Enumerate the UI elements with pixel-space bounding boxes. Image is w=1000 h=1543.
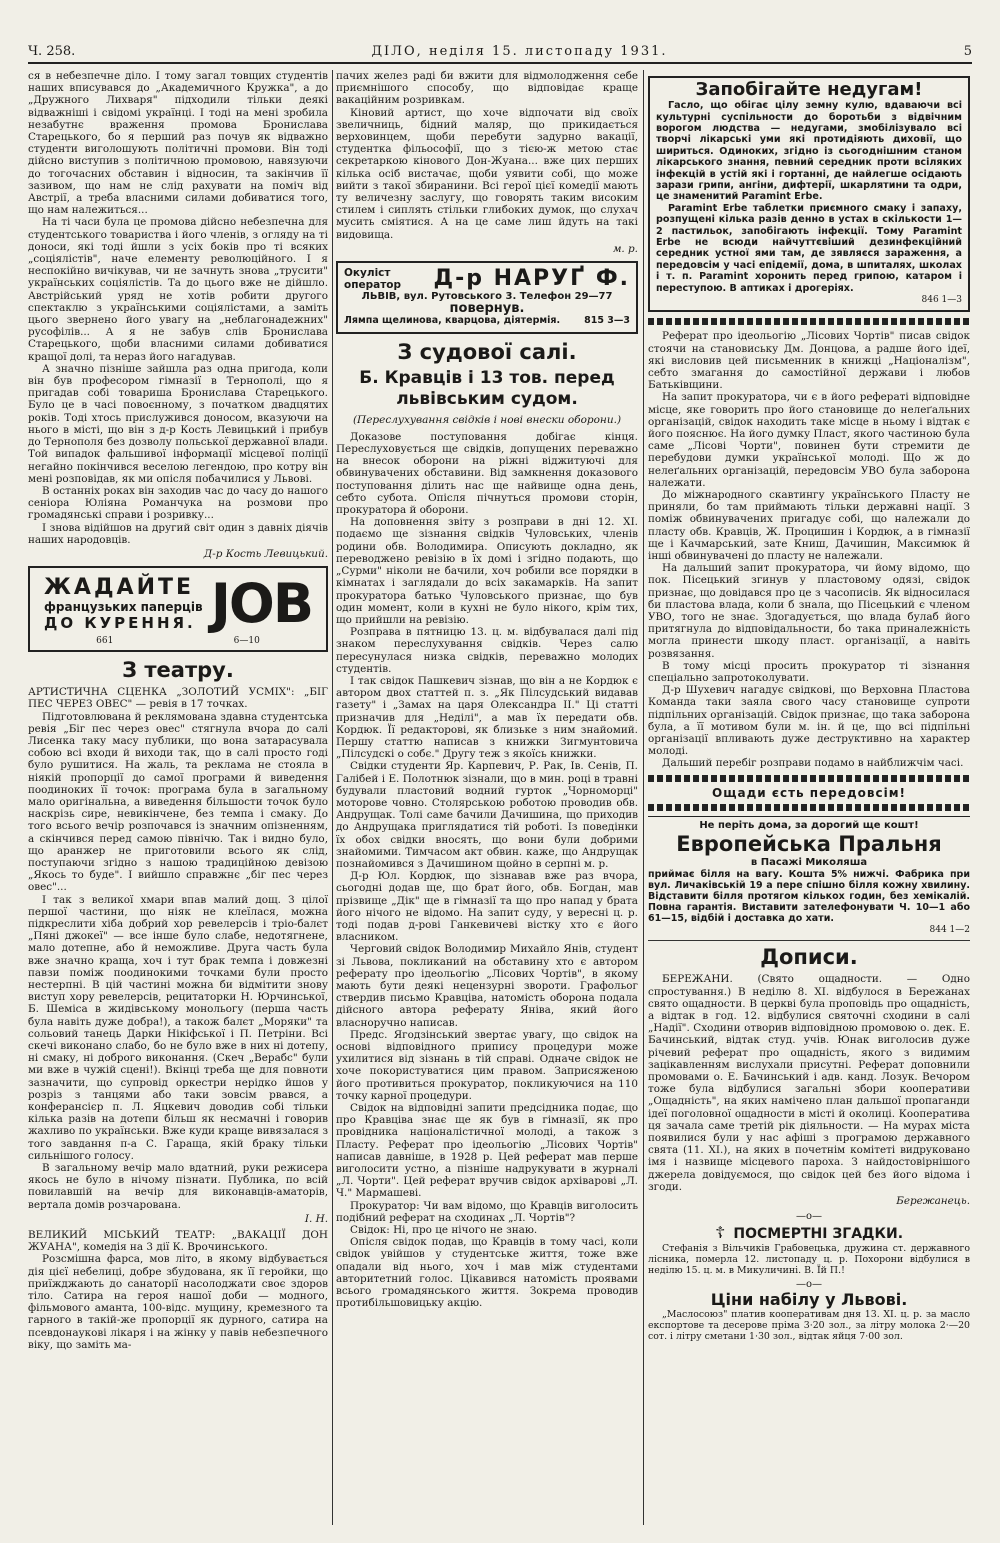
article-paragraph: І знова відійшов на другий світ один з давніх діячів наших народовців. [28, 521, 328, 546]
article-signature: І. Н. [304, 1212, 328, 1225]
job-ad-line2: французьких паперців [44, 600, 203, 615]
article-paragraph: На ті часи була це промова дійсно небезпечна для студентського товариства і його членів, з огляду на ті доноси, які тоді йшли з усіх боків про ті всяких „соціялістів", наче елементу революційного. І я неспокійно вичікував, чи не зачнуть знова „трусити" українських соціялістів. Та до цього вже не дійшло. Австрійський уряд не хотів робити другого спектаклю з українськими соціялістами, а заміть цього звернено його увагу на „неблагонадежних" русофілів... А я не забув слів Бронислава Старецького, щоби власними силами добиватися кращої долі, та нераз його нагадував. [28, 216, 328, 363]
decorative-border [648, 775, 970, 782]
obituary-heading [648, 1222, 970, 1242]
ad-number: 661 [96, 636, 114, 647]
article-paragraph: Розправа в пятницю 13. ц. м. відбувалася далі під знаком переслухування свідків. Через салю пересунулася низка свідків, переважно молодих студентів. [336, 626, 638, 675]
doc-returned: повернув. [449, 301, 525, 317]
ad-number: 815 3—3 [584, 315, 630, 327]
column-3 [648, 70, 970, 1525]
doc-name: Д-р НАРУҐ Ф. [433, 265, 630, 291]
obituary-title: ПОСМЕРТНІ ЗГАДКИ. [733, 1225, 904, 1242]
article-paragraph: Опісля свідок подав, що Кравців в тому часі, коли свідок увійшов у студентське життя, тоже вже опадали від нього, хоч і мав між студентами авторитетний голос. Цікавився натомість проявами всього громадянського життя. Зокрема проводив протибільшовицьку акцію. [336, 1236, 638, 1310]
job-logo: JOB [210, 572, 312, 636]
running-header [28, 40, 972, 64]
column-rule [332, 70, 333, 1525]
obituary-text: Стефанія з Вільчиків Грабовецька, дружина ст. державного лісника, померла 12. листопаду ц. р. Похорони відбулися в неділю 15. ц. м. в Микуличині. В. Їй П.! [648, 1242, 970, 1276]
article-paragraph: Доказове поступовання добігає кінця. Переслуховується ще свідків, допущених переважно на внесок оборони на ріжні віджитуючі для обвинувачених обставини. Від замкнення доказового поступовання ділить нас ще найвище одна день, себто субота. Опісля пічнуться промови сторін, прокуратора й оборони. [336, 430, 638, 517]
laundry-advertisement [648, 816, 970, 937]
article-paragraph: Свідок: Ні, про це нічого не знаю. [350, 1224, 538, 1237]
article-signature: Бережанець. [896, 1195, 970, 1208]
article-paragraph: БЕРЕЖАНИ. (Свято ощадности. — Одно спростування.) В неділю 8. XI. відбулося в Бережанах свято ощадности. В церкві була проповідь про ощадність, а відтак в год. 12. відбулися святочні сходини в салі „Надії". Сходини отворив відповідною промовою о. дек. Е. Бачинський, відтак студ. учів. Юнак виголосив дуже річевий реферат про ощадність, якого з видимим зацікавленням вислухали присутні. Реферат доповнили промовами о. Е. Бачинський і адв. канд. Лозук. Вечором тоже була відбулися загальні збори кооперативи „Ощадність", на яких намічено план дальшої пропаганди ідеї поголовної ощадности в місті й околиці. Кооператива ця зачала саме третій рік діяльности. — На мурах міста появилися були у нас афіші з програмою державного свята (11. XI.), на яких в почетнім комітеті видруковано імя і назвище місцевого пароха. З найдостовірнішого джерела довідуємося, що свідок цей без його відома і згоди. [648, 973, 970, 1193]
article-paragraph: Свідки студенти Яр. Карпевич, Р. Рак, Ів. Сенів, П. Галібей і Е. Полотнюк зізнали, що в мин. році в травні будували пластовий водний гурток „Чорноморці" моторове човно. Столярською роботою проводив обв. Андрущак. Толі саме бачили Дачишина, що приходив до Андрущака приглядатися тій роботі. Із поведінки їх обох свідки вносять, що вони були добрими знайомими. Тимчасом акт обвин. каже, що Андрущак познайомився з Дачишином щойно в серпні м. р. [336, 760, 638, 870]
job-ad-line1: ЖАДАЙТЕ [44, 575, 195, 601]
article-paragraph: Д-р Шухевич нагадує свідкові, що Верховна Пластова Команда таки заяла свого часу становище супроти підпільних організацій. Свідок признає, що така заборона була, а її мотивом були м. ін. й це, що всі підпільні організації впливають дуже деструктивно на характер молоді. [648, 684, 970, 758]
ad-number: 6—10 [233, 636, 260, 647]
article-paragraph: АРТИСТИЧНА СЦЕНКА „ЗОЛОТИЙ УСМІХ": „БІГ ПЕС ЧЕРЕЗ ОВЕС" — ревія в 17 точках. [28, 686, 328, 711]
article-paragraph: На доповнення звіту з розправи в дні 12. XI. подаємо ще зізнання свідків Чуловських, членів родини обв. Володимира. Описують докладно, як переводжено ревізію в їх домі і згідно подають, що „Сурми" ніколи не бачили, хоч робили все порядки в кімнатах і заглядали до всіх закамарків. На запит прокуратора батько Чуловського признає, що був один момент, коли в кухні не було нікого, крім тих, що прийшли на ревізію. [336, 516, 638, 626]
doc-role: Окуліст [344, 267, 391, 280]
article-paragraph: В загальному вечір мало вдатний, руки режисера якось не було в нічому пізнати. Публика, по всій повилавшій на вечір для виконавців-аматорів, вертала домів розчарована. [28, 1162, 328, 1211]
article-paragraph: На дальший запит прокуратора, чи йому відомо, що пок. Пісецький згинув у пластовому одязі, свідок признає, що довідався про це з часописів. Як відносилася би пластова влада, коли б знала, що Пісецький є членом УВО, того не знає. Здогадується, що влада булаб його притягнула до відповідальности, бо така приналежність могла принести шкоду пласт. організації, а навіть розвязання. [648, 562, 970, 660]
decorative-border [648, 318, 970, 325]
doc-address: ЛЬВІВ, вул. Рутовського 3. Телефон 29—77 [361, 291, 613, 303]
oculist-advertisement [336, 261, 638, 334]
court-subheading: Б. Кравців і 13 тов. перед львівським судом. [359, 367, 615, 409]
article-paragraph: А значно пізніше зайшла раз одна пригода, коли він був професором гімназії в Тернополі, що я пригадав собі товариша Бронислава Старецького. Було це в часі повоєнному, з початком двадцятих років. Тоді хтось прислужився доносом, вказуючи на нього в місті, що він з д-р Кость Левицький і прибув до Тернополя без дозволу польської державної влади. Той випадок фальшивої інформації місцевої поліції негайно покінчився веселою легендою, про котру він мені розповідав, як ми опісля побачилися у Львові. [28, 362, 328, 485]
laundry-subslogan: Не періть дома, за дорогий ще кошт! [648, 816, 970, 832]
ad-number: 846 1—3 [921, 295, 962, 306]
article-signature: Д-р Кость Левицький. [203, 547, 328, 560]
article-paragraph: ся в небезпечне діло. І тому загал товщих студентів наших вписувався до „Академичного Кружка", а до „Дружного Лихваря" підходили тільки деякі відважніші і свідомі українці. І тоді на мені зробила незабутнє враження промова Бронислава Старецького, бо я перший раз почув як відважно студенти виголошують політичні промови. Він тоді дійсно виступив з політичною промовою, навязуючи до тогочасних обставин і відносин, та закінчив її зазивом, що нам не слід рахувати на поміч від Австрії, а треба власними силами добиватися того, що нам належиться... [28, 70, 328, 217]
laundry-location: в Пасажі Миколяша [750, 857, 868, 869]
article-paragraph: Прокуратор: Чи вам відомо, що Кравців виголосить подібний реферат на сходинах „Л. Чортів"? [336, 1199, 638, 1224]
masthead-date: ДІЛО, неділя 15. листопаду 1931. [371, 43, 668, 59]
article-paragraph: пачих желез раді би вжити для відмолодження себе приємнішого способу, що відповідає краще вакаційним розривкам. [336, 70, 638, 107]
decorative-border [648, 804, 970, 811]
ad-paragraph: Гасло, що обігає цілу земну кулю, вдаваючи всі культурні суспільности до боротьби з відвічним ворогом людства — недугами, змобілізувало всі творчі лікарські уми які протидіяють диховії, що шириться. Одиноких, згідно із сьогоднішним станом лікарського знання, певний середник проти всіляких інфекцій в устій які і гортанні, де найлегше осідають зарази грипи, ангіни, дифтерії, шкарлятини та одри, це знаменитий Paramint Erbe. [656, 100, 962, 203]
laundry-slogan: Ощади єсть передовсім! [712, 785, 906, 800]
ad-paragraph: Paramint Erbe таблетки приємного смаку і запаху, розпущені кілька разів денно в устах в скількости 1—2 пастильок, запобігають інфекції. Тому Paramint Erbe не всюди найчуттєвіший дезинфекційний середник устної ями там, де зявляєся зараження, а передовсім у часі епідемії, дома, в шпиталях, школах і т. п. Paramint хоронить перед грипою, катаром і переступою. В аптиках і дрогеріях. [656, 202, 962, 294]
divider [648, 940, 970, 941]
article-signature: м. р. [612, 242, 638, 255]
article-paragraph: Черговий свідок Володимир Михайло Янів, студент зі Львова, покликаний на обставину хто є автором реферату про ідеольогію „Лісових Чортів", в якому мають бути деякі нецензурні звороти. Графольог ствердив письмо Кравціва, натомість оборона подала дійсного автора реферату Янівa, який його власноручно написав. [336, 943, 638, 1029]
article-paragraph: Розсмішна фарса, мов літо, в якому відбувається дія цієї небелиці, добре збудована, як її геройки, що приїжджають до санаторії насолоджати своє здоров тіло. Сатира на героя нашої доби — модного, фільмового аманта, 100-відс. мущину, кремезного та гарного в такій-же пропорції як дурного, сатира на псевдонаукові лікаря і на жінку у павів небезпечного віку, що заміть ма- [28, 1253, 328, 1351]
article-paragraph: В останніх роках він заходив час до часу до нашого сеніора Юліяна Романчука на розмови про громадянські справи і розривку... [28, 484, 328, 522]
doc-services: Лямпа щелинова, кварцова, діятермія. [344, 315, 561, 327]
paramint-advertisement [648, 76, 970, 312]
article-paragraph: Д-р Юл. Кордюк, що зізнавав вже раз вчора, сьогодні додав ще, що брат його, обв. Богдан, мав прізвище „Дік" ще в гімназії та що про напад у брата його нічого не відомо. На запит суду, у вересні ц. р. тоді подав д-рові Ганкевичеві вістку хто є його власником. [336, 870, 638, 944]
column-2 [336, 70, 638, 1525]
article-paragraph: В тому місці просить прокуратор ті зізнання спеціально запротоколувати. [648, 659, 970, 684]
separator-mark: —o— [795, 1278, 823, 1290]
job-ad-line3: ДО КУРЕННЯ. [44, 614, 196, 633]
article-paragraph: Підготовлювана й реклямована здавна студентська ревія „Біг пес через овес" стягнула вчора до салі Лисенка таку масу публики, що вона затарасувала собою всі входи й виходи так, що в салі просто годі було рушитися. На жаль, та реклама не стояла в ніякій пропорції до самої програми й виведення поодиноких її точок: програма була в загальному мало оригінальна, а виведення більшости точок було наскрізь сире, невикінчене, без темпа і смаку. До того всього вечір розпочався із значним опізненням, а скінчився перед самою північю. Так і видно було, що аранжер не приготовили всього як слід, поступаючи згідно з нашою традиційною девізою „Якось то буде". І вийшло справжнє „біг пес через овес"... [28, 710, 328, 894]
article-paragraph: Свідок на відповідні запити предсідника подає, що про Кравціва знає ще як був в гімназії, як про провідника націоналістичної молоді, а також з Пласту. Реферат про ідеольогію „Лісових Чортів" написав давніше, в 1928 р. Цей реферат мав перше виголосити устно, а пізніше надрукувати в журналі „Л. Чорти". Цей реферат вручив свідок архіварові „Л. Ч." Мармашеві. [336, 1102, 638, 1200]
article-paragraph: Кіновий артист, що хоче відпочати від своїх звеличниць, бідний маляр, що прикидається верховинцем, щоби перебути задурно вакації, студентка фільософії, що з тією-ж метою стає секретаркою кінового Дон-Жуана... вже цих перших кілька осіб вистачає, щоби уявити собі, що може вийти з такої збиранини. Всі герої цієї комедії мають ту величезну заслугу, що говорять таким високим стилем і сиплять стільки глибоких думок, що слухач мусить сміятися. А на це саме лиш йдуть на такі видовища. [336, 106, 638, 241]
court-note: (Переслухування свідків і нові внески оборони.) [352, 413, 622, 426]
article-paragraph: На запит прокуратора, чи є в його рефераті відповідне місце, яке говорить про його становище до нелеґальних організацій, свідок находить таке місце в ньому і відтак є його пояснює. На його думку Пласт, якого частиною була саме „Лісові Чорти", повинен бути стремити де перебудови думки української молоді. Що ж до нелеґальних організацій, передовсім УВО була заборона належати. [648, 391, 970, 489]
job-advertisement [28, 566, 328, 652]
article-paragraph: ВЕЛИКИЙ МІСЬКИЙ ТЕАТР: „ВАКАЦІЇ ДОН ЖУАНА", комедія на 3 дії К. Врочинського. [28, 1229, 328, 1254]
prices-text: „Маслосоюз" платив кооперативам дня 13. XI. ц. р. за масло експортове та десерове пріма 3·20 зол., за літру молока 2·—20 сот. і літру сметани 1·30 зол., відтак яйця 7·00 зол. [648, 1309, 970, 1343]
issue-number: Ч. 258. [28, 43, 76, 59]
section-heading-theatre: З театру. [122, 658, 234, 683]
prices-heading: Ціни набілу у Львові. [710, 1289, 908, 1309]
section-heading-court: З судової салі. [397, 339, 577, 364]
cross-icon: ☦ [714, 1222, 726, 1242]
article-paragraph: Дальший перебіг розправи подамо в найближчім часі. [662, 757, 964, 770]
article-paragraph: І так з великої хмари впав малий дощ. З цілої першої частини, що ніяк не клеїлася, можна підкреслити хіба добрий хор ревелерсів і тріо-балєт „Пяні джокеї" — все інше було слабе, недотягнене, мало дотепне, або й неможливе. Друга часть була вже значно краща, хоч і тут брак темпа і довжезні павзи поміж поодинокими точками були просто нестерпні. В цій частині можна би відмітити знову виступ хору ревелерсів, рецитаторки Н. Юрчинської, Б. Шеміса в жидівському монольогу (перша часть була навіть дуже добра!), а також балєт „Моряки" та сольовий танець Дарки Нікіфської і П. Петріни. Всі скечі виконано слабо, бо не було вже в них ні дотепу, ні смаку, ні доброго виконання. (Скеч „Верабс" були ми вже в чужій сцені!). Вкінці треба ще для повноти зазначити, що супровід оркестри нерідко йшов у розріз з танцями або таки зовсім рвався, а конферансієр п. Л. Яцкевич доводив собі тільки кілька разів на дотепи більш як несмачні і говорив жахливо по українськи. Вже куди краще вивязалася з того завдання п-а С. Гараща, якій браку тільки сильнішого голосу. [28, 893, 328, 1162]
article-paragraph: І так свідок Пашкевич зізнав, що він а не Кордюк є автором двох статтей п. з. „Як Пілсудський видавав газету" і „Замах на царя Олександра ІІ." Ці статті призначив для „Неділі", а мав їх передати обв. Кордюк. Її редакторові, як близьке з ним знайомий. Першу статтю написав з книжки Зигмунтовича „Пілсудскі о собє." Другу теж з якоїсь книжки. [336, 674, 638, 761]
article-paragraph: Реферат про ідеольогію „Лісових Чортів" писав свідок стоячи на становиську Дм. Донцова, а радше його ідеї, які висловив цей письменник в книжці „Націоналізм", себто змагання до самостійної держави і любов Батьківщини. [648, 330, 970, 392]
doc-role: оператор [344, 279, 402, 292]
ad-number: 844 1—2 [929, 925, 970, 936]
laundry-text: приймає білля на вагу. Кошта 5% нижчі. Фабрика при вул. Личаківській 19 а пере спішно білля кожну хвилину. Відставити білля протягом кількох годин, без хемікалій. Повна гарантія. Виставити зателефонувати Ч. 10—1 або 61—15, відбій і доставка до хати. [648, 869, 970, 925]
separator-mark: —o— [795, 1211, 823, 1223]
page-number: 5 [963, 43, 972, 59]
article-paragraph: Предс. Ягодзінський звертає увагу, що свідок на основі відповідного припису процедури може ухилитися від зізнань в тій справі. Одначе свідок не хоче покористуватися цим правом. Заприсяженою його противиться прокуратор, покликуючися на 110 точку карної процедури. [336, 1028, 638, 1102]
laundry-name: Европейська Пральня [676, 832, 942, 857]
paramint-title: Запобігайте недугам! [695, 79, 923, 100]
article-paragraph: До міжнародного скавтингу українського Пласту не приняли, бо там приймають тільки державні нації. З поміж обвинувачених пригадує собі, що належали до пласту обв. Кравців, Ж. Процишин і Кордюк, а в гімназії ще і Качмарський, зате Книш, Дачишин, Максимюк й інші обвинувачені до пласту не належали. [648, 488, 970, 562]
section-heading-letters: Дописи. [760, 945, 858, 970]
column-rule [643, 70, 644, 1525]
column-1 [28, 70, 328, 1525]
